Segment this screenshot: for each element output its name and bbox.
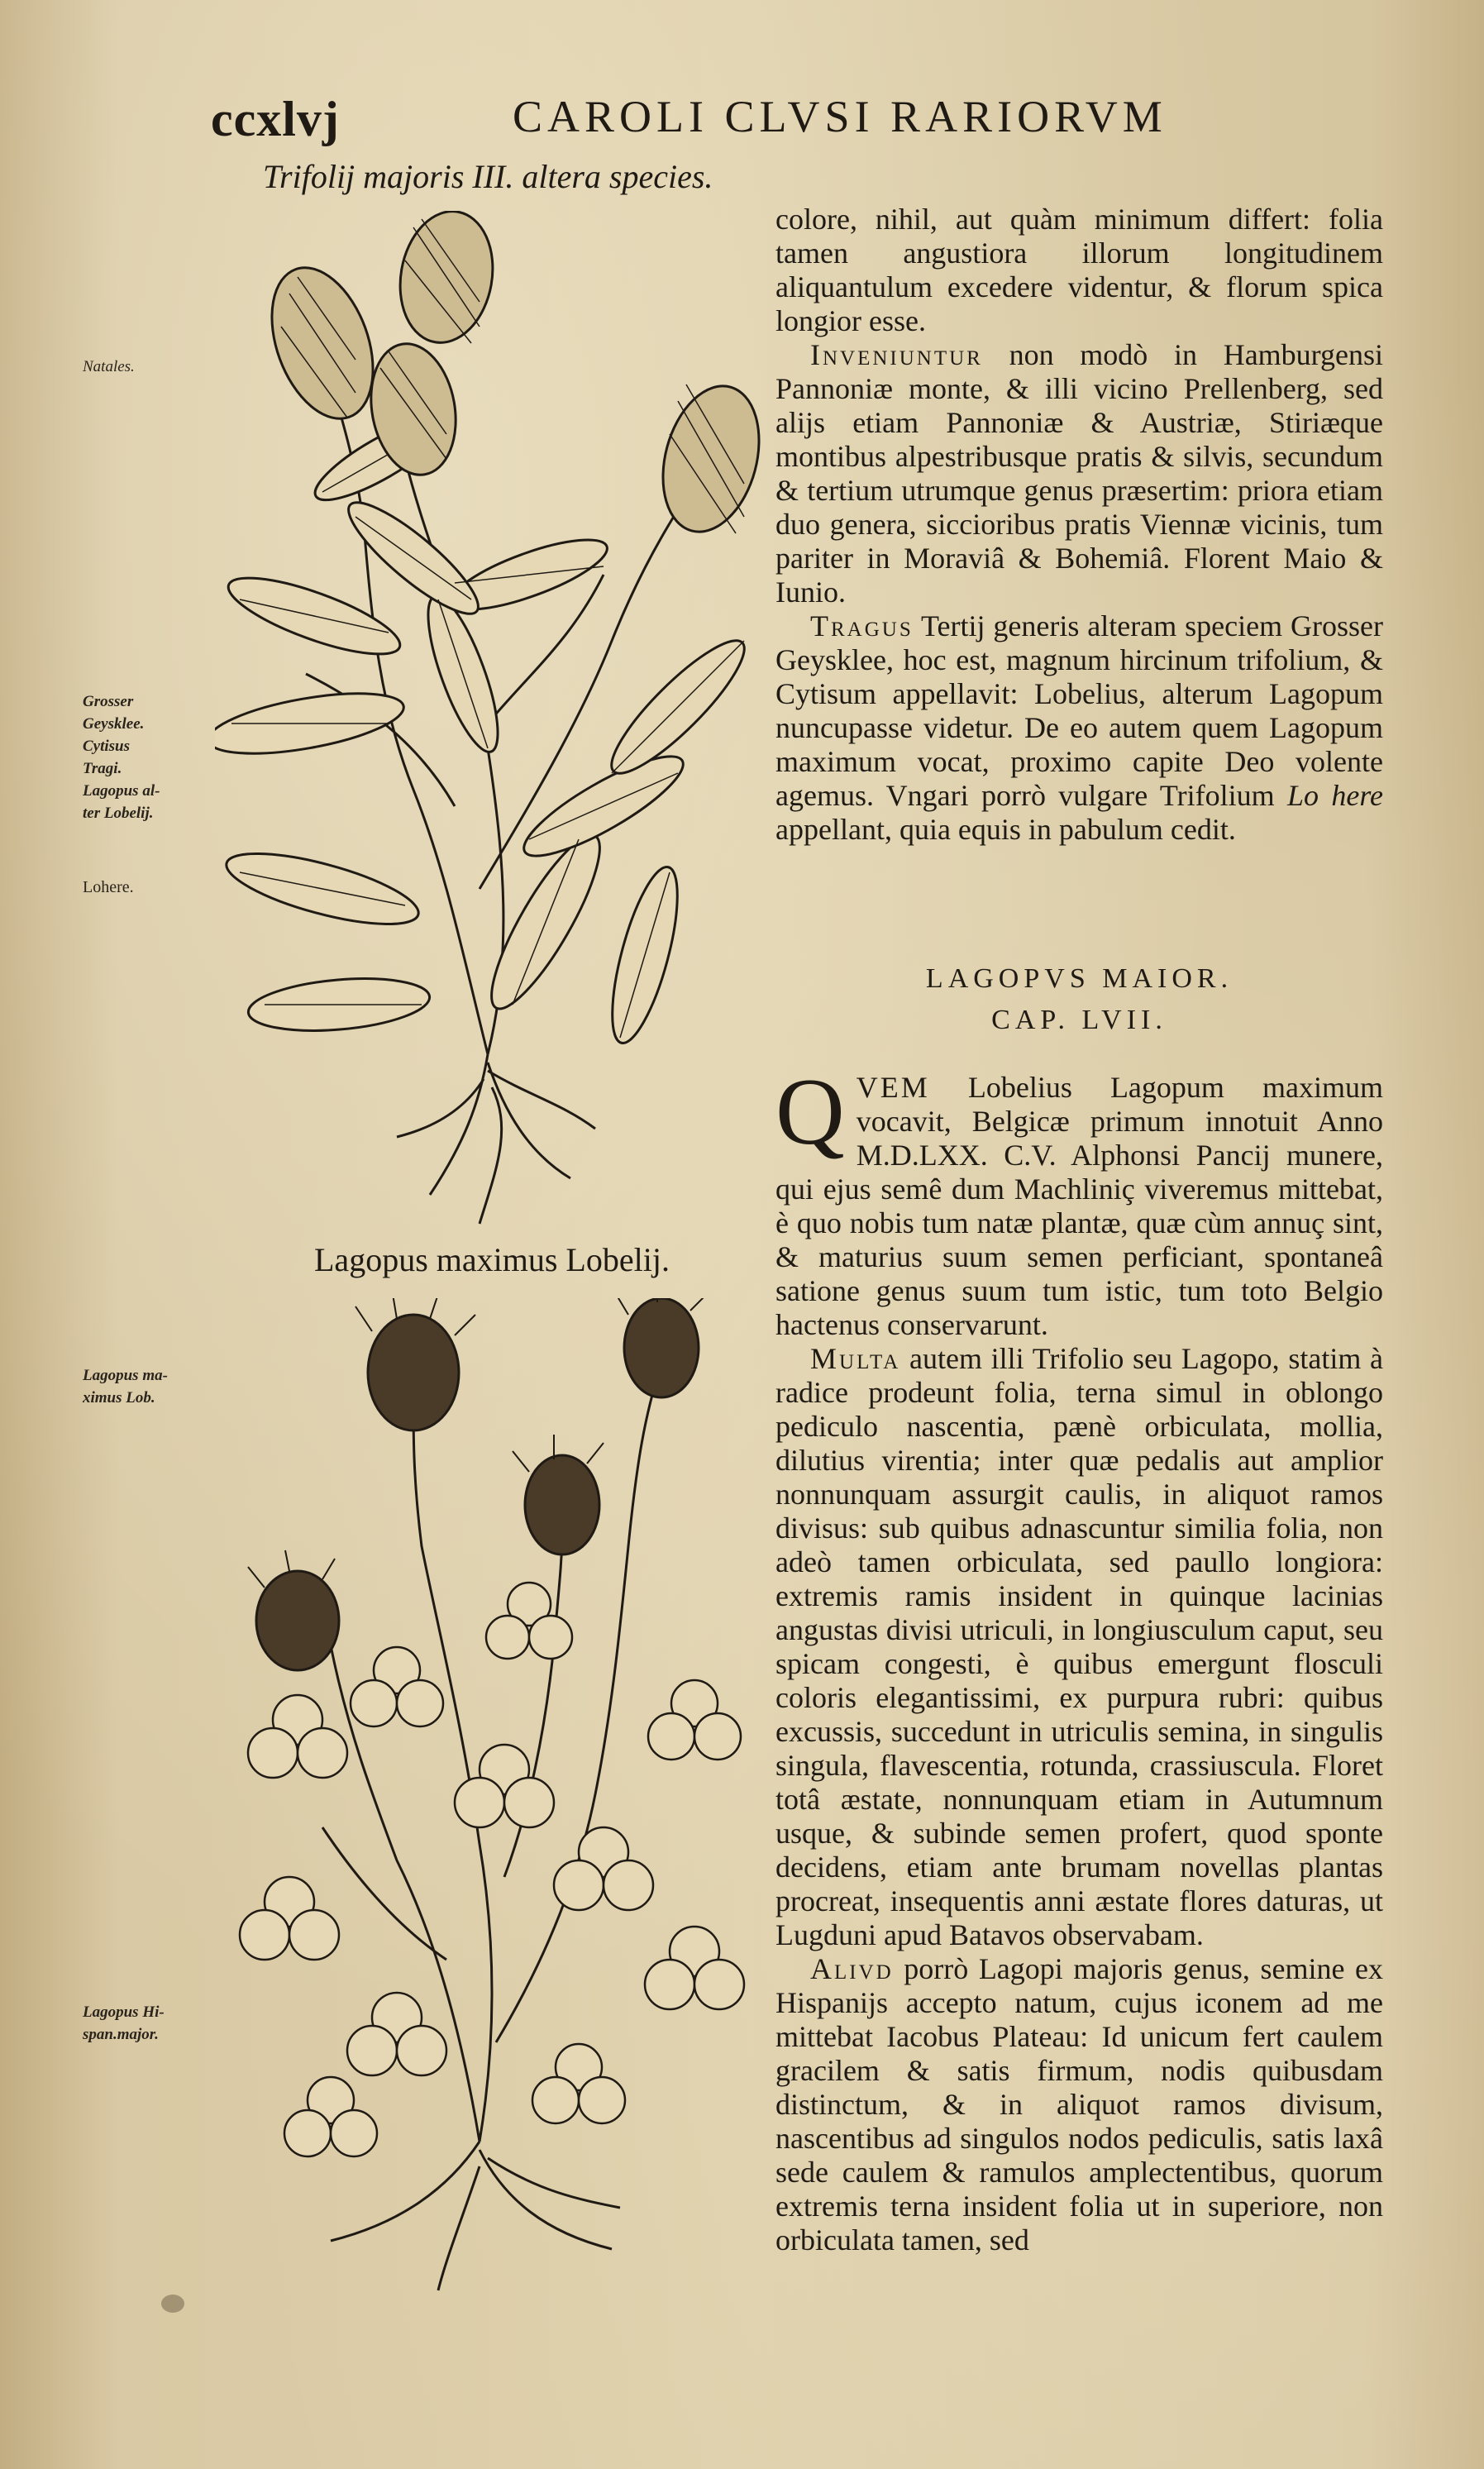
margin-note-lagopus-maximus xyxy=(83,1364,240,1409)
margin-note-natales: Natales. xyxy=(83,358,135,375)
margin-note-lohere: Lohere. xyxy=(83,878,134,896)
paragraph: colore, nihil, aut quàm minimum differt: folia tamen angustiora illorum longitudinem aliquantulum excedere videntur, & florum spica longior esse. xyxy=(775,203,1383,337)
italic-term: Lo here xyxy=(1287,779,1383,812)
paragraph xyxy=(775,1342,1383,1952)
figure-caption-trifolium: Trifolij majoris III. altera species. xyxy=(263,158,713,195)
margin-line: Cytisus xyxy=(83,738,131,755)
text-column-lower xyxy=(775,1059,1383,2257)
margin-line: Tragi. xyxy=(83,760,122,777)
margin-line: Lagopus al- xyxy=(83,782,160,800)
paragraph-lead-word: VEM xyxy=(856,1071,930,1104)
woodcut-trifolium-illustration xyxy=(215,211,761,1232)
margin-line: Lagopus ma- xyxy=(83,1367,168,1384)
margin-line: ximus Lob. xyxy=(83,1389,155,1406)
margin-line: span.major. xyxy=(83,2026,159,2043)
paragraph-text: appellant, quia equis in pabulum cedit. xyxy=(775,813,1236,846)
paragraph-lead-word: Alivd xyxy=(810,1952,894,1985)
paragraph-lead-word: Inveniuntur xyxy=(810,338,983,371)
paragraph-lead-word: Multa xyxy=(810,1342,901,1375)
text-column-upper xyxy=(775,203,1383,847)
margin-line: Grosser xyxy=(83,693,134,710)
chapter-number: CAP. LVII. xyxy=(991,1005,1167,1035)
paragraph-text: porrò Lagopi majoris genus, semine ex Hispanijs accepto natum, cujus iconem ad me mittebat Iacobus Plateau: Id unicum fert caulem gracilem & satis firmum, nodis quibusdam distinctum, & in aliquot ramos divisum, nascentibus ad singulos nodos pediculis, satis laxâ sede caulem & ramulos amplectentibus, quorum extremis terna insident folia ut in superiore, non orbiculata tamen, sed xyxy=(775,1952,1383,2256)
paragraph xyxy=(775,1059,1383,1342)
paragraph xyxy=(775,1952,1383,2257)
margin-line: Geysklee. xyxy=(83,715,145,733)
woodcut-lagopus-illustration xyxy=(231,1298,777,2299)
figure-caption-lagopus: Lagopus maximus Lobelij. xyxy=(314,1241,670,1278)
paragraph-text: autem illi Trifolio seu Lagopo, statim à radice prodeunt folia, terna simul in oblongo pediculo nascentia, pænè orbiculata, mollia, dilutius virentia; inter quæ pedalis aut amplior nonnunquam assurgit caulis, in aliquot ramos divisus: sub quibus adnascuntur similia folia, non adeò tamen orbiculata, sed paullo longiora: extremis ramis insident in quinque lacinias angustas divisi utriculi, in longiusculum caput, seu spicam congesti, è quibus emergunt flosculi coloris elegantissimi, ex purpura rubri: quibus excussis, succedunt in utriculis semina, in singulis singula, flavescentia, rotunda, crassiuscula. Floret totâ æstate, nonnunquam etiam in Autumnum usque, & subinde semen profert, quod sponte decidens, etiam ante brumam novellas plantas procreat, insequentis anni æstate flores daturas, ut Lugduni apud Batavos observabam. xyxy=(775,1342,1383,1951)
paragraph-text: Lobelius Lagopum maximum vocavit, Belgicæ primum innotuit Anno M.D.LXX. C.V. Alphonsi Pancij munere, qui ejus semê dum Machliniç viveremus mittebat, è quo nobis tum natæ plantæ, quæ cùm annuç sint, & maturius suum semen perficiant, spontaneâ satione genus suum tum istic, tum toto Belgio hactenus conservarunt. xyxy=(775,1071,1383,1341)
running-head: CAROLI CLVSI RARIORVM xyxy=(513,92,1167,141)
paragraph-text: Tertij generis alteram speciem Grosser Geysklee, hoc est, magnum hircinum trifolium, & Cytisum appellavit: Lobelius, alterum Lagopum nuncupasse videtur. De eo autem quem Lagopum maximum vocat, proximo capite Deo volente agemus. Vngari porrò vulgare Trifolium xyxy=(775,609,1383,812)
margin-line: Lagopus Hi- xyxy=(83,2003,165,2021)
paragraph-text: non modò in Hamburgensi Pannoniæ monte, & illi vicino Prellenberg, sed alijs etiam Pannoniæ & Austriæ, Stiriæque montibus alpestribusque pratis & silvis, secundum & tertium utrumque genus præsertim: priora etiam duo genera, siccioribus pratis Viennæ vicinis, tum pariter in Moraviâ & Bohemiâ. Florent Maio & Iunio. xyxy=(775,338,1383,609)
chapter-title: LAGOPVS MAIOR. xyxy=(925,963,1233,994)
paragraph xyxy=(775,338,1383,609)
paragraph-lead-word: Tragus xyxy=(810,609,914,642)
page-number: ccxlvj xyxy=(211,92,340,146)
drop-cap: Q xyxy=(775,1059,845,1165)
margin-line: ter Lobelij. xyxy=(83,805,154,822)
margin-note-lagopus-hispan xyxy=(83,2001,240,2046)
ink-blot xyxy=(161,2295,184,2313)
paragraph xyxy=(775,609,1383,847)
